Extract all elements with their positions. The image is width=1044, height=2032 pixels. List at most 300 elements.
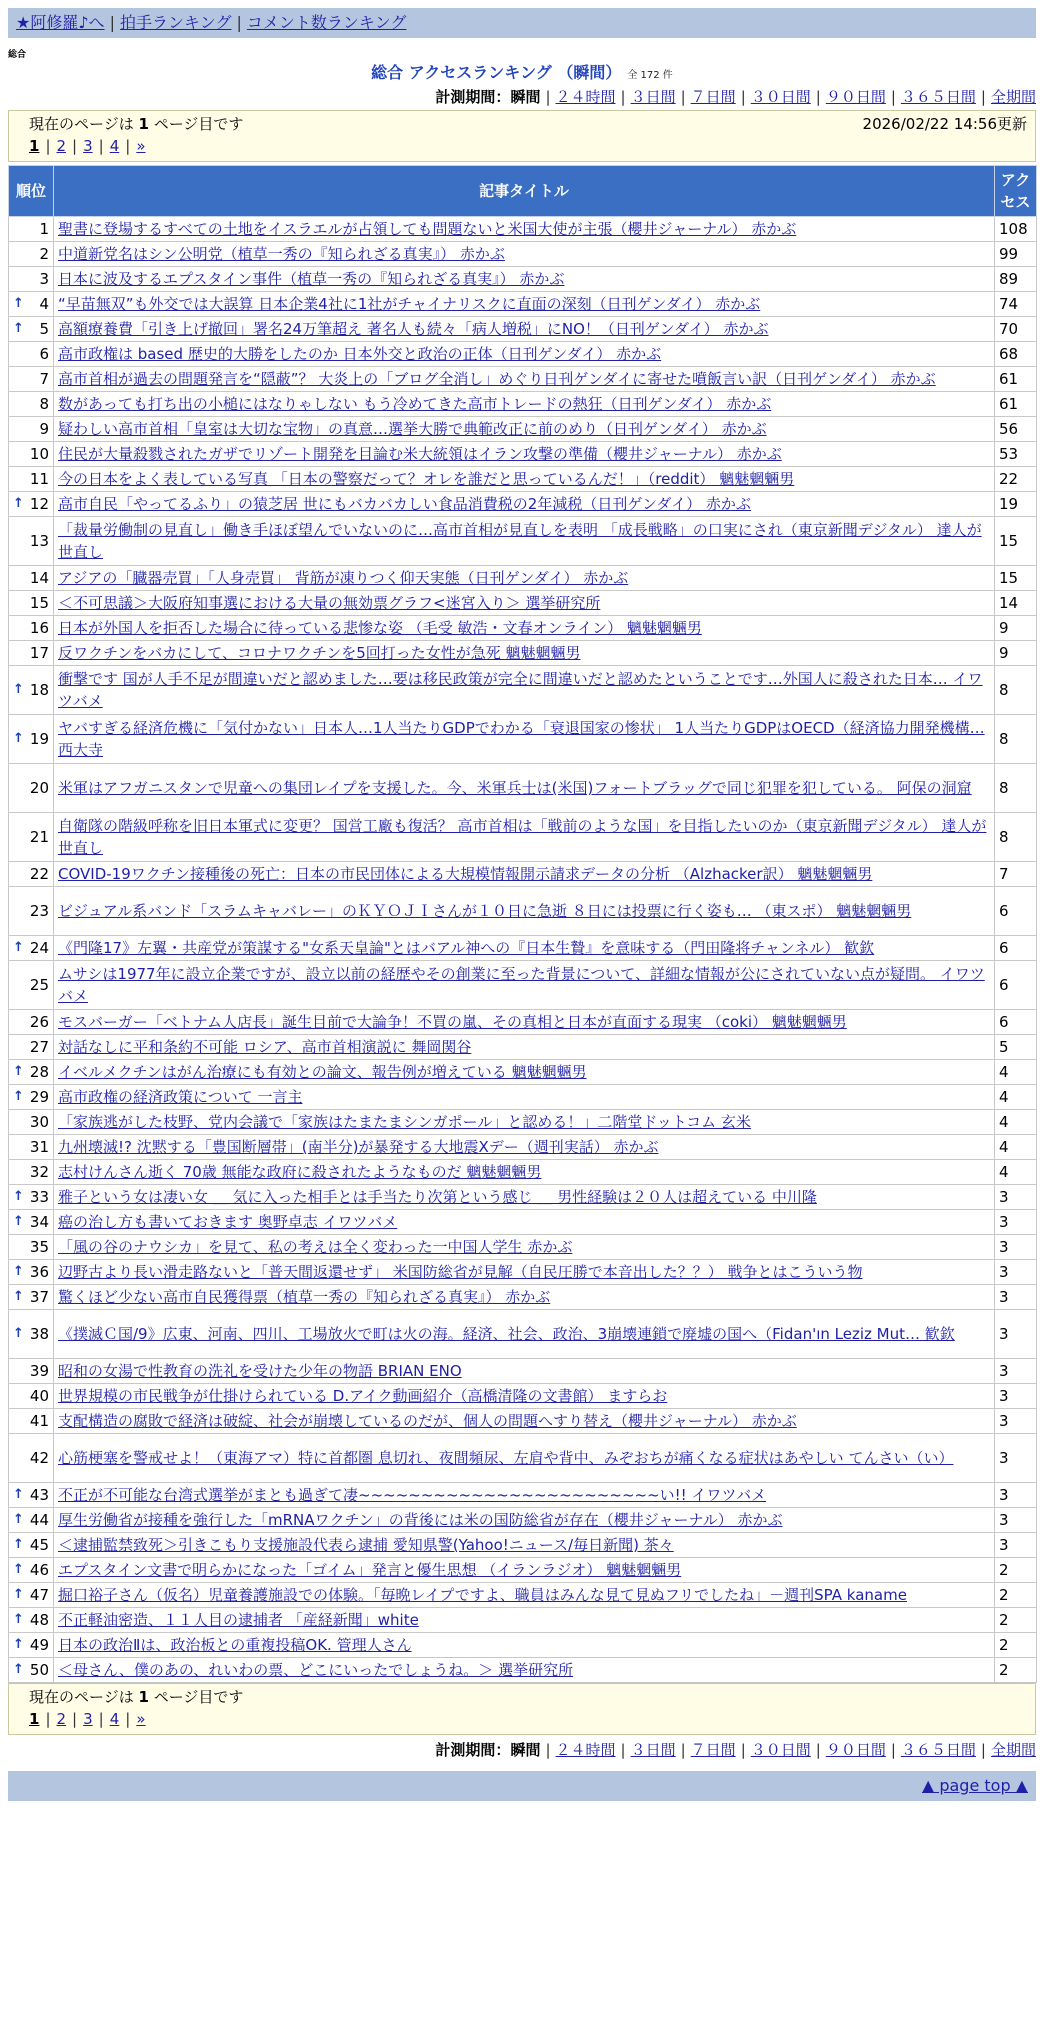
article-link[interactable]: 高市政権は based 歴史的大勝をしたのか 日本外交と政治の正体（日刊ゲンダイ） 赤かぶ bbox=[58, 345, 662, 363]
period-link-2[interactable]: ７日間 bbox=[690, 88, 736, 106]
page-link-2[interactable]: 2 bbox=[56, 1710, 67, 1728]
table-row bbox=[9, 1359, 1037, 1384]
article-link[interactable]: 日本に波及するエプスタイン事件（植草一秀の『知られざる真実』） 赤かぶ bbox=[58, 270, 565, 288]
table-row bbox=[9, 1434, 1037, 1483]
table-row bbox=[9, 764, 1037, 813]
rank-number: 16 bbox=[29, 619, 49, 637]
article-link[interactable]: 中道新党名はシン公明党（植草一秀の『知られざる真実』） 赤かぶ bbox=[58, 245, 505, 263]
period-link-2[interactable]: ７日間 bbox=[690, 1741, 736, 1759]
rank-cell bbox=[9, 1260, 54, 1285]
access-count: 3 bbox=[995, 1434, 1037, 1483]
table-row bbox=[9, 1310, 1037, 1359]
article-link[interactable]: 自衛隊の階級呼称を旧日本軍式に変更？ 国営工廠も復活？ 高市首相は「戦前のような国」を目指したいのか（東京新聞デジタル） 達人が世直し bbox=[58, 817, 987, 857]
rank-number: 10 bbox=[29, 445, 49, 463]
period-link-6[interactable]: 全期間 bbox=[990, 88, 1036, 106]
table-row bbox=[9, 317, 1037, 342]
title-cell bbox=[54, 442, 995, 467]
access-count: 14 bbox=[995, 591, 1037, 616]
page-separator: | bbox=[98, 1710, 104, 1728]
up-arrow-icon: ↑ bbox=[13, 731, 24, 746]
header-access: アクセス bbox=[995, 166, 1037, 217]
article-link[interactable]: 支配構造の腐敗で経済は破綻、社会が崩壊しているのだが、個人の問題へすり替え（櫻井ジャーナル） 赤かぶ bbox=[58, 1412, 797, 1430]
period-selector-bottom bbox=[435, 1739, 1036, 1760]
page-separator: | bbox=[72, 1710, 78, 1728]
article-link[interactable]: 驚くほど少ない高市自民獲得票（植草一秀の『知られざる真実』） 赤かぶ bbox=[58, 1288, 551, 1306]
title-cell bbox=[54, 342, 995, 367]
page-link-»[interactable]: » bbox=[136, 1710, 146, 1728]
page-info-top bbox=[8, 110, 1036, 162]
rank-cell bbox=[9, 1359, 54, 1384]
access-count: 2 bbox=[995, 1658, 1037, 1683]
title-cell bbox=[54, 1483, 995, 1508]
article-link[interactable]: 今の日本をよく表している写真 「日本の警察だって？オレを誰だと思っているんだ！」（reddit） 魑魅魍魎男 bbox=[58, 470, 795, 488]
title-cell bbox=[54, 1434, 995, 1483]
rank-cell bbox=[9, 813, 54, 862]
table-row bbox=[9, 1185, 1037, 1210]
article-link[interactable]: 心筋梗塞を警戒せよ！（東海アマ）特に首都圏 息切れ、夜間頻尿、左肩や背中、みぞおちが痛くなる症状はあやしい てんさい（い） bbox=[58, 1449, 954, 1467]
up-arrow-icon: ↑ bbox=[13, 1487, 24, 1502]
rank-cell bbox=[9, 517, 54, 566]
article-link[interactable]: ＜不可思議＞大阪府知事選における大量の無効票グラフ<迷宮入り＞ 選挙研究所 bbox=[58, 594, 601, 612]
table-row bbox=[9, 1135, 1037, 1160]
rank-number: 19 bbox=[29, 730, 49, 748]
table-row bbox=[9, 1583, 1037, 1608]
nav-separator: | bbox=[236, 13, 242, 32]
article-link[interactable]: 対話なしに平和条約不可能 ロシア、高市首相演説に 舞岡関谷 bbox=[58, 1038, 472, 1056]
article-link[interactable]: 衝撃です 国が人手不足が間違いだと認めました…要は移民政策が完全に間違いだと認めたということです…外国人に殺された日本… イワツバメ bbox=[58, 670, 983, 710]
article-link[interactable]: 「裁量労働制の見直し」働き手ほぼ望んでいないのに…高市首相が見直しを表明 「成長戦略」の口実にされ（東京新聞デジタル） 達人が世直し bbox=[58, 521, 982, 561]
title-cell bbox=[54, 566, 995, 591]
rank-cell bbox=[9, 1658, 54, 1683]
title-cell bbox=[54, 1085, 995, 1110]
title-cell bbox=[54, 1633, 995, 1658]
access-count: 3 bbox=[995, 1483, 1037, 1508]
rank-cell bbox=[9, 1235, 54, 1260]
title-cell bbox=[54, 292, 995, 317]
rank-number: 41 bbox=[29, 1412, 49, 1430]
rank-cell bbox=[9, 616, 54, 641]
article-link[interactable]: イベルメクチンはがん治療にも有効との論文、報告例が増えている 魑魅魍魎男 bbox=[58, 1063, 587, 1081]
page-current: 1 bbox=[29, 1710, 40, 1728]
article-link[interactable]: 志村けんさん逝く 70歳 無能な政府に殺されたようなものだ 魑魅魍魎男 bbox=[58, 1163, 542, 1181]
pagination-top bbox=[29, 135, 1015, 157]
table-row bbox=[9, 666, 1037, 715]
access-count: 19 bbox=[995, 492, 1037, 517]
access-count: 99 bbox=[995, 242, 1037, 267]
title-cell bbox=[54, 417, 995, 442]
rank-number: 32 bbox=[29, 1163, 49, 1181]
page-separator: | bbox=[125, 137, 131, 155]
title-cell bbox=[54, 862, 995, 887]
period-link-4[interactable]: ９０日間 bbox=[825, 1741, 886, 1759]
rank-number: 38 bbox=[29, 1325, 49, 1343]
rank-cell bbox=[9, 1483, 54, 1508]
header-title: 記事タイトル bbox=[54, 166, 995, 217]
title-cell bbox=[54, 242, 995, 267]
page-link-»[interactable]: » bbox=[136, 137, 146, 155]
rank-cell bbox=[9, 267, 54, 292]
article-link[interactable]: 掘口裕子さん（仮名）児童養護施設での体験。「毎晩レイプですよ、職員はみんな見て見ぬフリでしたね」－週刊SPA kaname bbox=[58, 1586, 907, 1604]
page-link-4[interactable]: 4 bbox=[109, 137, 120, 155]
rank-cell bbox=[9, 887, 54, 936]
rank-number: 5 bbox=[39, 320, 49, 338]
table-row bbox=[9, 1508, 1037, 1533]
rank-cell bbox=[9, 467, 54, 492]
rank-cell bbox=[9, 1310, 54, 1359]
table-row bbox=[9, 1260, 1037, 1285]
period-selector-top bbox=[435, 86, 1036, 107]
rank-cell bbox=[9, 1434, 54, 1483]
rank-cell bbox=[9, 317, 54, 342]
page-separator: | bbox=[72, 137, 78, 155]
page-separator: | bbox=[45, 137, 51, 155]
up-arrow-icon: ↑ bbox=[13, 496, 24, 511]
rank-cell bbox=[9, 1135, 54, 1160]
page-link-2[interactable]: 2 bbox=[56, 137, 67, 155]
rank-cell bbox=[9, 1010, 54, 1035]
rank-cell bbox=[9, 417, 54, 442]
page-separator: | bbox=[45, 1710, 51, 1728]
rank-cell bbox=[9, 367, 54, 392]
access-count: 4 bbox=[995, 1060, 1037, 1085]
table-row bbox=[9, 1035, 1037, 1060]
pagination-bottom bbox=[29, 1708, 1015, 1730]
access-count: 6 bbox=[995, 1010, 1037, 1035]
up-arrow-icon: ↑ bbox=[13, 1512, 24, 1527]
article-link[interactable]: 米軍はアフガニスタンで児童への集団レイプを支援した。今、米軍兵士は(米国)フォートブラッグで同じ犯罪を犯している。 阿保の洞窟 bbox=[58, 779, 972, 797]
article-link[interactable]: ビジュアル系バンド「スラムキャバレー」のＫＹＯＪＩさんが１０日に急逝 ８日には投票に行く姿も… （東スポ） 魑魅魍魎男 bbox=[58, 902, 912, 920]
period-link-3[interactable]: ３０日間 bbox=[750, 1741, 811, 1759]
access-count: 15 bbox=[995, 566, 1037, 591]
article-link[interactable]: アジアの「臓器売買」「人身売買」 背筋が凍りつく仰天実態（日刊ゲンダイ） 赤かぶ bbox=[58, 569, 629, 587]
title-cell bbox=[54, 1359, 995, 1384]
rank-cell bbox=[9, 1035, 54, 1060]
rank-cell bbox=[9, 1508, 54, 1533]
access-count: 3 bbox=[995, 1508, 1037, 1533]
table-row bbox=[9, 862, 1037, 887]
table-row bbox=[9, 217, 1037, 242]
article-link[interactable]: 九州壊滅!? 沈黙する「豊国断層帯」(南半分)が暴発する大地震Xデー（週刊実話） 赤かぶ bbox=[58, 1138, 659, 1156]
rank-number: 35 bbox=[29, 1238, 49, 1256]
table-row bbox=[9, 961, 1037, 1010]
page-title: 総合 アクセスランキング （瞬間） bbox=[371, 63, 622, 82]
access-count: 3 bbox=[995, 1409, 1037, 1434]
up-arrow-icon: ↑ bbox=[13, 1637, 24, 1652]
rank-number: 37 bbox=[29, 1288, 49, 1306]
title-cell bbox=[54, 1658, 995, 1683]
article-link[interactable]: ヤバすぎる経済危機に「気付かない」日本人…1人当たりGDPでわかる「衰退国家の惨状」 1人当たりGDPはOECD（経済協力開発機構… 西大寺 bbox=[58, 719, 985, 759]
page-link-4[interactable]: 4 bbox=[109, 1710, 120, 1728]
rank-cell bbox=[9, 242, 54, 267]
rank-number: 7 bbox=[39, 370, 49, 388]
nav-link-asyura[interactable]: ★阿修羅♪へ bbox=[16, 13, 105, 32]
rank-number: 39 bbox=[29, 1362, 49, 1380]
rank-number: 43 bbox=[29, 1486, 49, 1504]
rank-number: 4 bbox=[39, 295, 49, 313]
table-row bbox=[9, 292, 1037, 317]
rank-number: 18 bbox=[29, 681, 49, 699]
article-link[interactable]: 世界規模の市民戦争が仕掛けられている D.アイク動画紹介（高橋清隆の文書館） ますらお bbox=[58, 1387, 668, 1405]
access-count: 8 bbox=[995, 813, 1037, 862]
rank-number: 49 bbox=[29, 1636, 49, 1654]
title-cell bbox=[54, 1185, 995, 1210]
title-cell bbox=[54, 1035, 995, 1060]
article-link[interactable]: ＜逮捕監禁致死＞引きこもり支援施設代表ら逮捕 愛知県警(Yahoo!ニュース/毎日新聞) 茶々 bbox=[58, 1536, 674, 1554]
rank-cell bbox=[9, 961, 54, 1010]
access-count: 56 bbox=[995, 417, 1037, 442]
up-arrow-icon: ↑ bbox=[13, 1537, 24, 1552]
article-link[interactable]: “早苗無双”も外交では大誤算 日本企業4社に1社がチャイナリスクに直面の深刻（日刊ゲンダイ） 赤かぶ bbox=[58, 295, 761, 313]
table-row bbox=[9, 1483, 1037, 1508]
rank-number: 26 bbox=[29, 1013, 49, 1031]
rank-number: 27 bbox=[29, 1038, 49, 1056]
table-row bbox=[9, 1558, 1037, 1583]
rank-number: 22 bbox=[29, 865, 49, 883]
article-link[interactable]: 「家族逃がした枝野、党内会議で「家族はたまたまシンガポール」と認める！」二階堂ドットコム 玄米 bbox=[58, 1113, 751, 1131]
up-arrow-icon: ↑ bbox=[13, 1612, 24, 1627]
table-row bbox=[9, 641, 1037, 666]
article-link[interactable]: 《撲滅Ｃ国/9》広東、河南、四川、工場放火で町は火の海。経済、社会、政治、3崩壊連鎖で廃墟の国へ（Fidan'ın Leziz Mut… 歓欽 bbox=[58, 1325, 955, 1343]
article-link[interactable]: 疑わしい高市首相「皇室は大切な宝物」の真意…選挙大勝で典範改正に前のめり（日刊ゲンダイ） 赤かぶ bbox=[58, 420, 767, 438]
title-cell bbox=[54, 666, 995, 715]
rank-number: 6 bbox=[39, 345, 49, 363]
up-arrow-icon: ↑ bbox=[13, 1189, 24, 1204]
up-arrow-icon: ↑ bbox=[13, 1562, 24, 1577]
article-link[interactable]: 反ワクチンをバカにして、コロナワクチンを5回打った女性が急死 魑魅魍魎男 bbox=[58, 644, 581, 662]
access-count: 68 bbox=[995, 342, 1037, 367]
rank-number: 23 bbox=[29, 902, 49, 920]
title-cell bbox=[54, 961, 995, 1010]
article-link[interactable]: 日本が外国人を拒否した場合に待っている悲惨な姿 （毛受 敏浩・文春オンライン） 魑魅魍魎男 bbox=[58, 619, 702, 637]
period-label: 計測期間： bbox=[435, 1741, 511, 1759]
rank-cell bbox=[9, 292, 54, 317]
article-link[interactable]: 不正軽油密造、１１人目の逮捕者 「産経新聞」white bbox=[58, 1611, 419, 1629]
rank-cell bbox=[9, 217, 54, 242]
rank-cell bbox=[9, 1210, 54, 1235]
rank-cell bbox=[9, 1110, 54, 1135]
table-row bbox=[9, 1160, 1037, 1185]
rank-number: 33 bbox=[29, 1188, 49, 1206]
period-separator: | bbox=[740, 1741, 746, 1759]
rank-number: 3 bbox=[39, 270, 49, 288]
nav-link-comment-ranking[interactable]: コメント数ランキング bbox=[246, 13, 407, 32]
rank-cell bbox=[9, 1185, 54, 1210]
period-link-5[interactable]: ３６５日間 bbox=[900, 88, 976, 106]
access-count: 8 bbox=[995, 715, 1037, 764]
rank-number: 30 bbox=[29, 1113, 49, 1131]
access-count: 8 bbox=[995, 666, 1037, 715]
table-row bbox=[9, 517, 1037, 566]
table-row bbox=[9, 242, 1037, 267]
rank-cell bbox=[9, 342, 54, 367]
title-cell bbox=[54, 267, 995, 292]
title-cell bbox=[54, 616, 995, 641]
table-row bbox=[9, 616, 1037, 641]
rank-cell bbox=[9, 1409, 54, 1434]
article-link[interactable]: 高市政権の経済政策について 一言主 bbox=[58, 1088, 303, 1106]
table-row bbox=[9, 342, 1037, 367]
rank-number: 2 bbox=[39, 245, 49, 263]
access-count: 3 bbox=[995, 1359, 1037, 1384]
period-separator: | bbox=[620, 1741, 626, 1759]
access-count: 89 bbox=[995, 267, 1037, 292]
article-link[interactable]: モスバーガー「ベトナム人店長」誕生目前で大論争！不買の嵐、その真相と日本が直面する現実 （coki） 魑魅魍魎男 bbox=[58, 1013, 847, 1031]
title-cell bbox=[54, 1235, 995, 1260]
period-separator: | bbox=[680, 88, 686, 106]
title-cell bbox=[54, 1583, 995, 1608]
rank-number: 31 bbox=[29, 1138, 49, 1156]
title-cell bbox=[54, 1260, 995, 1285]
article-link[interactable]: 厚生労働省が接種を強行した「mRNAワクチン」の背後には米の国防総省が存在（櫻井ジャーナル） 赤かぶ bbox=[58, 1511, 783, 1529]
access-count: 2 bbox=[995, 1608, 1037, 1633]
page-title-block bbox=[0, 60, 1044, 83]
nav-link-applause-ranking[interactable]: 拍手ランキング bbox=[119, 13, 232, 32]
access-count: 3 bbox=[995, 1185, 1037, 1210]
title-cell bbox=[54, 1135, 995, 1160]
title-cell bbox=[54, 467, 995, 492]
title-cell bbox=[54, 367, 995, 392]
title-cell bbox=[54, 217, 995, 242]
rank-cell bbox=[9, 591, 54, 616]
rank-cell bbox=[9, 1160, 54, 1185]
title-cell bbox=[54, 1558, 995, 1583]
access-count: 2 bbox=[995, 1633, 1037, 1658]
page-link-3[interactable]: 3 bbox=[83, 1710, 93, 1728]
rank-cell bbox=[9, 936, 54, 961]
period-link-0[interactable]: ２４時間 bbox=[555, 88, 616, 106]
access-count: 3 bbox=[995, 1235, 1037, 1260]
period-link-1[interactable]: ３日間 bbox=[630, 1741, 676, 1759]
rank-cell bbox=[9, 1558, 54, 1583]
table-row bbox=[9, 1285, 1037, 1310]
rank-number: 36 bbox=[29, 1263, 49, 1281]
access-count: 4 bbox=[995, 1135, 1037, 1160]
table-row bbox=[9, 1010, 1037, 1035]
period-separator: | bbox=[815, 1741, 821, 1759]
period-label: 計測期間： bbox=[435, 88, 511, 106]
rank-number: 34 bbox=[29, 1213, 49, 1231]
page-current: 1 bbox=[29, 137, 40, 155]
article-link[interactable]: 聖書に登場するすべての土地をイスラエルが占領しても問題ないと米国大使が主張（櫻井ジャーナル） 赤かぶ bbox=[58, 220, 797, 238]
ranking-body bbox=[9, 217, 1037, 1683]
article-link[interactable]: 癌の治し方も書いておきます 奥野卓志 イワツバメ bbox=[58, 1213, 398, 1231]
title-cell bbox=[54, 1160, 995, 1185]
access-count: 4 bbox=[995, 1110, 1037, 1135]
period-link-5[interactable]: ３６５日間 bbox=[900, 1741, 976, 1759]
title-cell bbox=[54, 591, 995, 616]
article-link[interactable]: 辺野古より長い滑走路ないと「普天間返還せず」 米国防総省が見解（自民圧勝で本音出した？？） 戦争とはこういう物 bbox=[58, 1263, 863, 1281]
article-link[interactable]: エプスタイン文書で明らかになった「ゴイム」発言と優生思想 （イランラジオ） 魑魅魍魎男 bbox=[58, 1561, 682, 1579]
article-link[interactable]: 不正が不可能な台湾式選挙がまとも過ぎて凄~~~~~~~~~~~~~~~~~~~~~~~~い!! イワツバメ bbox=[58, 1486, 767, 1504]
rank-cell bbox=[9, 862, 54, 887]
page-separator: | bbox=[125, 1710, 131, 1728]
access-count: 74 bbox=[995, 292, 1037, 317]
rank-number: 15 bbox=[29, 594, 49, 612]
article-link[interactable]: ＜母さん、僕のあの、れいわの票、どこにいったでしょうね。＞ 選挙研究所 bbox=[58, 1661, 574, 1679]
article-link[interactable]: 高額療養費「引き上げ撤回」署名24万筆超え 著名人も続々「病人増税」にNO！（日刊ゲンダイ） 赤かぶ bbox=[58, 320, 769, 338]
rank-number: 44 bbox=[29, 1511, 49, 1529]
article-link[interactable]: 住民が大量殺戮されたガザでリゾート開発を目論む米大統領はイラン攻撃の準備（櫻井ジャーナル） 赤かぶ bbox=[58, 445, 782, 463]
title-cell bbox=[54, 317, 995, 342]
article-link[interactable]: 昭和の女湯で性教育の洗礼を受けた少年の物語 BRIAN ENO bbox=[58, 1362, 462, 1380]
table-row bbox=[9, 1110, 1037, 1135]
table-row bbox=[9, 1060, 1037, 1085]
article-link[interactable]: 日本の政治Ⅱは、政治板との重複投稿OK. 管理人さん bbox=[58, 1636, 412, 1654]
up-arrow-icon: ↑ bbox=[13, 1289, 24, 1304]
article-link[interactable]: 「風の谷のナウシカ」を見て、私の考えは全く変わった一中国人学生 赤かぶ bbox=[58, 1238, 573, 1256]
page-top-link[interactable]: ▲ page top ▲ bbox=[921, 1776, 1028, 1795]
title-cell bbox=[54, 1285, 995, 1310]
rank-cell bbox=[9, 764, 54, 813]
table-row bbox=[9, 392, 1037, 417]
access-count: 15 bbox=[995, 517, 1037, 566]
access-count: 2 bbox=[995, 1558, 1037, 1583]
table-row bbox=[9, 442, 1037, 467]
page-link-3[interactable]: 3 bbox=[83, 137, 93, 155]
table-row bbox=[9, 715, 1037, 764]
table-row bbox=[9, 467, 1037, 492]
table-row bbox=[9, 417, 1037, 442]
table-row bbox=[9, 813, 1037, 862]
table-row bbox=[9, 1608, 1037, 1633]
period-link-0[interactable]: ２４時間 bbox=[555, 1741, 616, 1759]
article-link[interactable]: 《門隆17》左翼・共産党が策謀する"女系天皇論"とはバアル神への『日本生贄』を意味する（門田隆将チャンネル） 歓欽 bbox=[58, 939, 875, 957]
article-link[interactable]: 高市首相が過去の問題発言を“隠蔽”？ 大炎上の「ブログ全消し」めぐり日刊ゲンダイに寄せた噴飯言い訳（日刊ゲンダイ） 赤かぶ bbox=[58, 370, 936, 388]
period-separator: | bbox=[890, 1741, 896, 1759]
article-link[interactable]: 雅子という女は凄い女 ＿ 気に入った相手とは手当たり次第という感じ ＿ 男性経験は２０人は超えている 中川隆 bbox=[58, 1188, 817, 1206]
access-count: 7 bbox=[995, 862, 1037, 887]
page-info-text: 現在のページは 1 ページ目です bbox=[29, 1688, 244, 1706]
rank-cell bbox=[9, 641, 54, 666]
period-link-3[interactable]: ３０日間 bbox=[750, 88, 811, 106]
title-cell bbox=[54, 641, 995, 666]
title-cell bbox=[54, 715, 995, 764]
period-separator: | bbox=[815, 88, 821, 106]
title-cell bbox=[54, 1608, 995, 1633]
rank-cell bbox=[9, 1085, 54, 1110]
article-link[interactable]: ムサシは1977年に設立企業ですが、設立以前の経歴やその創業に至った背景について、詳細な情報が公にされていない点が疑問。 イワツバメ bbox=[58, 965, 985, 1005]
title-cell bbox=[54, 492, 995, 517]
period-link-6[interactable]: 全期間 bbox=[990, 1741, 1036, 1759]
title-cell bbox=[54, 1110, 995, 1135]
header-rank: 順位 bbox=[9, 166, 54, 217]
up-arrow-icon: ↑ bbox=[13, 1587, 24, 1602]
title-cell bbox=[54, 1210, 995, 1235]
up-arrow-icon: ↑ bbox=[13, 1089, 24, 1104]
period-link-1[interactable]: ３日間 bbox=[630, 88, 676, 106]
period-link-4[interactable]: ９０日間 bbox=[825, 88, 886, 106]
current-page-number: 1 bbox=[138, 1688, 149, 1706]
up-arrow-icon: ↑ bbox=[13, 1264, 24, 1279]
article-link[interactable]: 高市自民「やってるふり」の猿芝居 世にもバカバカしい食品消費税の2年減税（日刊ゲンダイ） 赤かぶ bbox=[58, 495, 751, 513]
access-count: 3 bbox=[995, 1533, 1037, 1558]
rank-number: 9 bbox=[39, 420, 49, 438]
access-count: 3 bbox=[995, 1260, 1037, 1285]
rank-cell bbox=[9, 392, 54, 417]
up-arrow-icon: ↑ bbox=[13, 1214, 24, 1229]
up-arrow-icon: ↑ bbox=[13, 1662, 24, 1677]
access-count: 70 bbox=[995, 317, 1037, 342]
access-count: 4 bbox=[995, 1160, 1037, 1185]
table-row bbox=[9, 887, 1037, 936]
rank-cell bbox=[9, 1608, 54, 1633]
article-link[interactable]: 数があっても打ち出の小槌にはなりゃしない もう冷めてきた高市トレードの熱狂（日刊ゲンダイ） 赤かぶ bbox=[58, 395, 772, 413]
article-link[interactable]: COVID-19ワクチン接種後の死亡：日本の市民団体による大規模情報開示請求データの分析 （Alzhacker訳） 魑魅魍魎男 bbox=[58, 865, 873, 883]
table-row bbox=[9, 267, 1037, 292]
access-count: 2 bbox=[995, 1583, 1037, 1608]
table-row bbox=[9, 1533, 1037, 1558]
period-separator: | bbox=[980, 88, 986, 106]
